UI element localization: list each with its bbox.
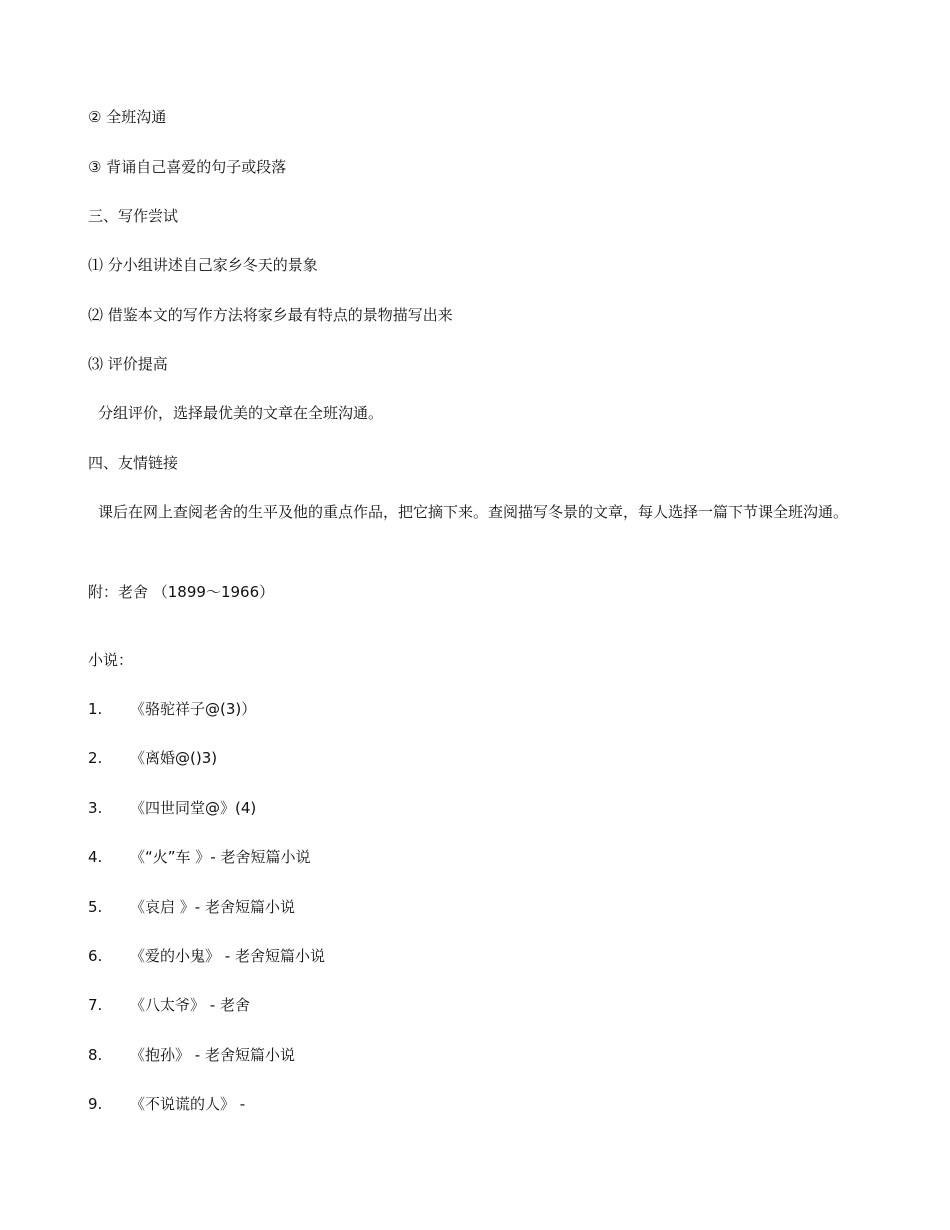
step-item-2: ② 全班沟通 <box>88 108 167 126</box>
list-item <box>88 1045 295 1065</box>
homework-paragraph: 课后在网上查阅老舍的生平及他的重点作品，把它摘下来。查阅描写冬景的文章，每人选择一篇下节课全班沟通。 <box>98 503 849 521</box>
novel-title: 《“火”车 》- 老舍短篇小说 <box>130 848 311 866</box>
list-item <box>88 995 250 1015</box>
novel-title: 《八太爷》 - 老舍 <box>130 996 250 1014</box>
novel-title: 《骆驼祥子@(3)） <box>130 700 257 718</box>
list-item <box>88 847 311 867</box>
step-item-3: ③ 背诵自己喜爱的句子或段落 <box>88 158 287 176</box>
novel-title: 《爱的小鬼》 - 老舍短篇小说 <box>130 947 325 965</box>
list-number: 9. <box>88 1095 103 1113</box>
list-number: 4. <box>88 848 103 866</box>
list-number: 7. <box>88 996 103 1014</box>
novels-label: 小说： <box>88 651 134 669</box>
writing-step-3: ⑶ 评价提高 <box>88 355 168 373</box>
list-item <box>88 946 325 966</box>
list-item <box>88 897 295 917</box>
writing-step-1: ⑴ 分小组讲述自己家乡冬天的景象 <box>88 256 318 274</box>
novel-title: 《抱孙》 - 老舍短篇小说 <box>130 1046 295 1064</box>
list-item <box>88 1094 245 1114</box>
list-number: 6. <box>88 947 103 965</box>
evaluation-text: 分组评价，选择最优美的文章在全班沟通。 <box>98 404 384 422</box>
novel-title: 《离婚@()3) <box>130 749 218 767</box>
list-number: 2. <box>88 749 103 767</box>
writing-step-2: ⑵ 借鉴本文的写作方法将家乡最有特点的景物描写出来 <box>88 306 453 324</box>
list-item <box>88 699 256 719</box>
appendix-author: 附：老舍 （1899～1966） <box>88 583 275 601</box>
list-number: 1. <box>88 700 103 718</box>
novel-title: 《哀启 》- 老舍短篇小说 <box>130 898 295 916</box>
list-number: 5. <box>88 898 103 916</box>
novel-title: 《不说谎的人》 - <box>130 1095 246 1113</box>
section-heading-writing: 三、写作尝试 <box>88 207 179 225</box>
list-number: 3. <box>88 799 103 817</box>
section-heading-links: 四、友情链接 <box>88 454 179 472</box>
list-item <box>88 798 256 818</box>
list-item <box>88 748 217 768</box>
novel-title: 《四世同堂@》(4) <box>130 799 257 817</box>
list-number: 8. <box>88 1046 103 1064</box>
